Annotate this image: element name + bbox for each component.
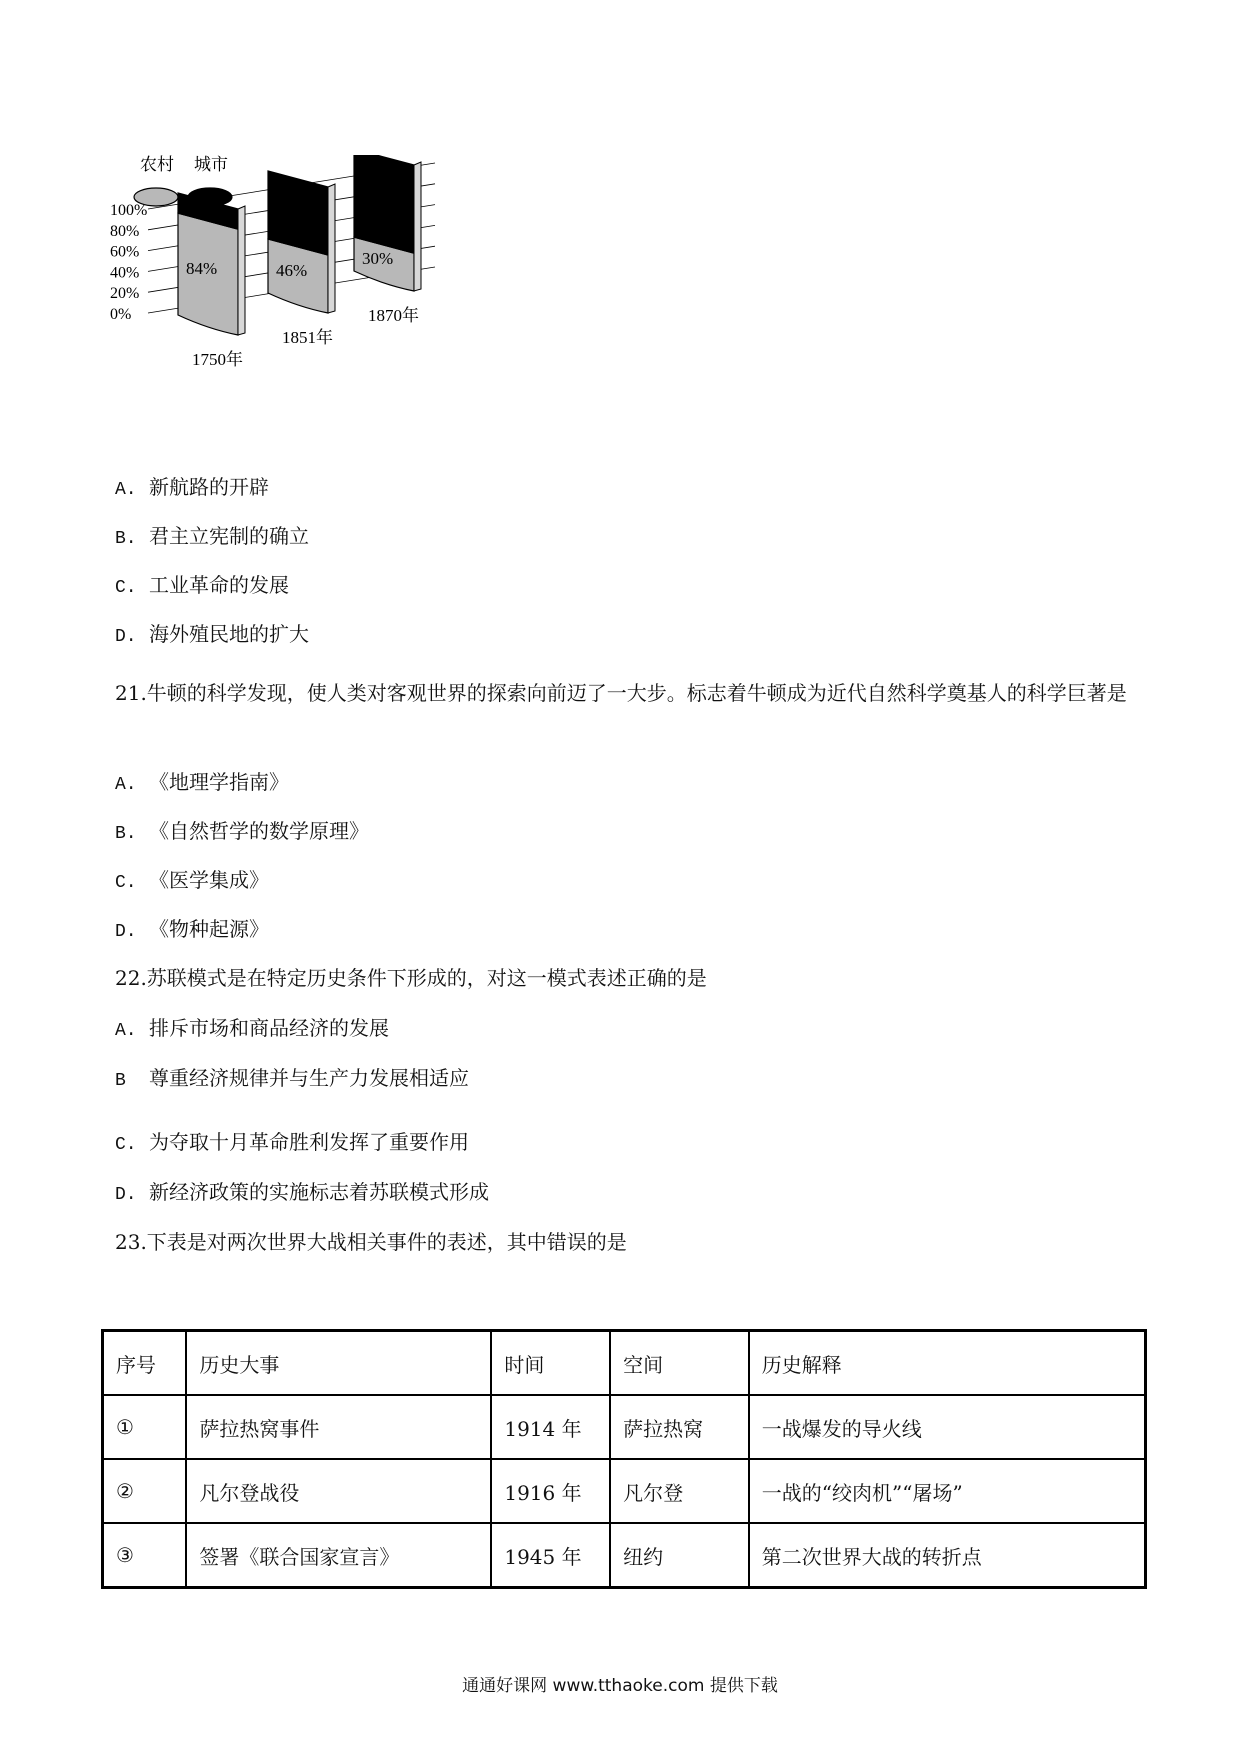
option-letter: A. xyxy=(115,775,137,795)
y-tick-label: 100% xyxy=(110,202,148,219)
option-letter: B. xyxy=(115,529,137,549)
header-cell: 时间 xyxy=(491,1331,610,1396)
header-cell: 历史大事 xyxy=(186,1331,491,1396)
table-cell: 一战的“绞肉机”“屠场” xyxy=(749,1459,1146,1523)
table-cell: 凡尔登战役 xyxy=(186,1459,491,1523)
table-header-row xyxy=(103,1331,1146,1396)
bar-side xyxy=(328,184,335,313)
x-category-label: 1870年 xyxy=(368,306,419,325)
table-cell: ③ xyxy=(103,1523,187,1588)
table-cell: 1945 年 xyxy=(491,1523,610,1588)
q22-option-b[interactable] xyxy=(115,1064,469,1095)
chart-svg xyxy=(110,155,500,415)
q21-option-b[interactable] xyxy=(115,817,369,848)
table-cell: 第二次世界大战的转折点 xyxy=(749,1523,1146,1588)
option-text: 排斥市场和商品经济的发展 xyxy=(149,1016,389,1040)
option-text: 《自然哲学的数学原理》 xyxy=(149,819,369,843)
table-cell: 凡尔登 xyxy=(610,1459,749,1523)
table-cell: 纽约 xyxy=(610,1523,749,1588)
q20-option-a[interactable] xyxy=(115,473,269,504)
option-text: 为夺取十月革命胜利发挥了重要作用 xyxy=(149,1130,469,1154)
x-category-label: 1851年 xyxy=(282,328,333,347)
footer-text: 通通好课网 www.tthaoke.com 提供下载 xyxy=(462,1676,778,1696)
y-tick-label: 20% xyxy=(110,285,140,303)
bar-urban xyxy=(354,155,414,253)
urban-rural-chart xyxy=(110,155,500,415)
events-table xyxy=(101,1329,1147,1589)
option-letter: D. xyxy=(115,922,137,942)
table-cell: ① xyxy=(103,1395,187,1459)
q20-option-b[interactable] xyxy=(115,522,309,553)
y-tick-label: 0% xyxy=(110,306,132,323)
legend-swatch xyxy=(188,188,232,206)
option-text: 《地理学指南》 xyxy=(149,770,289,794)
q23-stem: 23.下表是对两次世界大战相关事件的表述，其中错误的是 xyxy=(115,1230,627,1254)
q21-stem: 21.牛顿的科学发现，使人类对客观世界的探索向前迈了一大步。标志着牛顿成为近代自然科学奠基人的科学巨著是 xyxy=(115,681,1127,705)
option-letter: C. xyxy=(115,578,137,598)
q21-option-c[interactable] xyxy=(115,866,269,897)
table-cell: 1916 年 xyxy=(491,1459,610,1523)
option-letter: C. xyxy=(115,1135,137,1155)
q22-stem: 22.苏联模式是在特定历史条件下形成的，对这一模式表述正确的是 xyxy=(115,966,707,990)
header-cell: 历史解释 xyxy=(749,1331,1146,1396)
option-letter: B. xyxy=(115,824,137,844)
x-category-label: 1750年 xyxy=(192,350,243,369)
bar-value-label: 30% xyxy=(362,249,394,269)
option-text: 《物种起源》 xyxy=(149,917,269,941)
option-text: 工业革命的发展 xyxy=(149,573,289,597)
bar-value-label: 46% xyxy=(276,261,308,281)
option-letter: C. xyxy=(115,873,137,893)
y-tick-label: 40% xyxy=(110,264,140,282)
y-tick-label: 60% xyxy=(110,243,140,261)
table-cell: 萨拉热窝事件 xyxy=(186,1395,491,1459)
option-text: 新经济政策的实施标志着苏联模式形成 xyxy=(149,1180,489,1204)
q22-option-a[interactable] xyxy=(115,1014,389,1045)
option-text: 新航路的开辟 xyxy=(149,475,269,499)
option-letter: A. xyxy=(115,1021,137,1041)
option-letter: D. xyxy=(115,627,137,647)
table-cell: 签署《联合国家宣言》 xyxy=(186,1523,491,1588)
option-letter: B xyxy=(115,1071,126,1091)
bar-side xyxy=(414,162,421,291)
header-cell: 空间 xyxy=(610,1331,749,1396)
option-text: 君主立宪制的确立 xyxy=(149,524,309,548)
table-row xyxy=(103,1523,1146,1588)
option-letter: D. xyxy=(115,1185,137,1205)
q20-option-d[interactable] xyxy=(115,620,309,651)
q22-option-c[interactable] xyxy=(115,1128,469,1159)
q21-option-a[interactable] xyxy=(115,768,289,799)
table-cell: ② xyxy=(103,1459,187,1523)
option-text: 海外殖民地的扩大 xyxy=(149,622,309,646)
table-cell: 萨拉热窝 xyxy=(610,1395,749,1459)
legend-label: 农村 xyxy=(140,155,174,174)
table-row xyxy=(103,1395,1146,1459)
option-text: 《医学集成》 xyxy=(149,868,269,892)
q21-option-d[interactable] xyxy=(115,915,269,946)
table-cell: 一战爆发的导火线 xyxy=(749,1395,1146,1459)
table-cell: 1914 年 xyxy=(491,1395,610,1459)
y-tick-label: 80% xyxy=(110,222,140,240)
q22-option-d[interactable] xyxy=(115,1178,489,1209)
header-cell: 序号 xyxy=(103,1331,187,1396)
bar-value-label: 84% xyxy=(186,259,218,279)
legend-label: 城市 xyxy=(194,155,228,174)
option-letter: A. xyxy=(115,480,137,500)
option-text: 尊重经济规律并与生产力发展相适应 xyxy=(149,1066,469,1090)
table-row xyxy=(103,1459,1146,1523)
bar-side xyxy=(238,206,245,335)
q20-option-c[interactable] xyxy=(115,571,289,602)
